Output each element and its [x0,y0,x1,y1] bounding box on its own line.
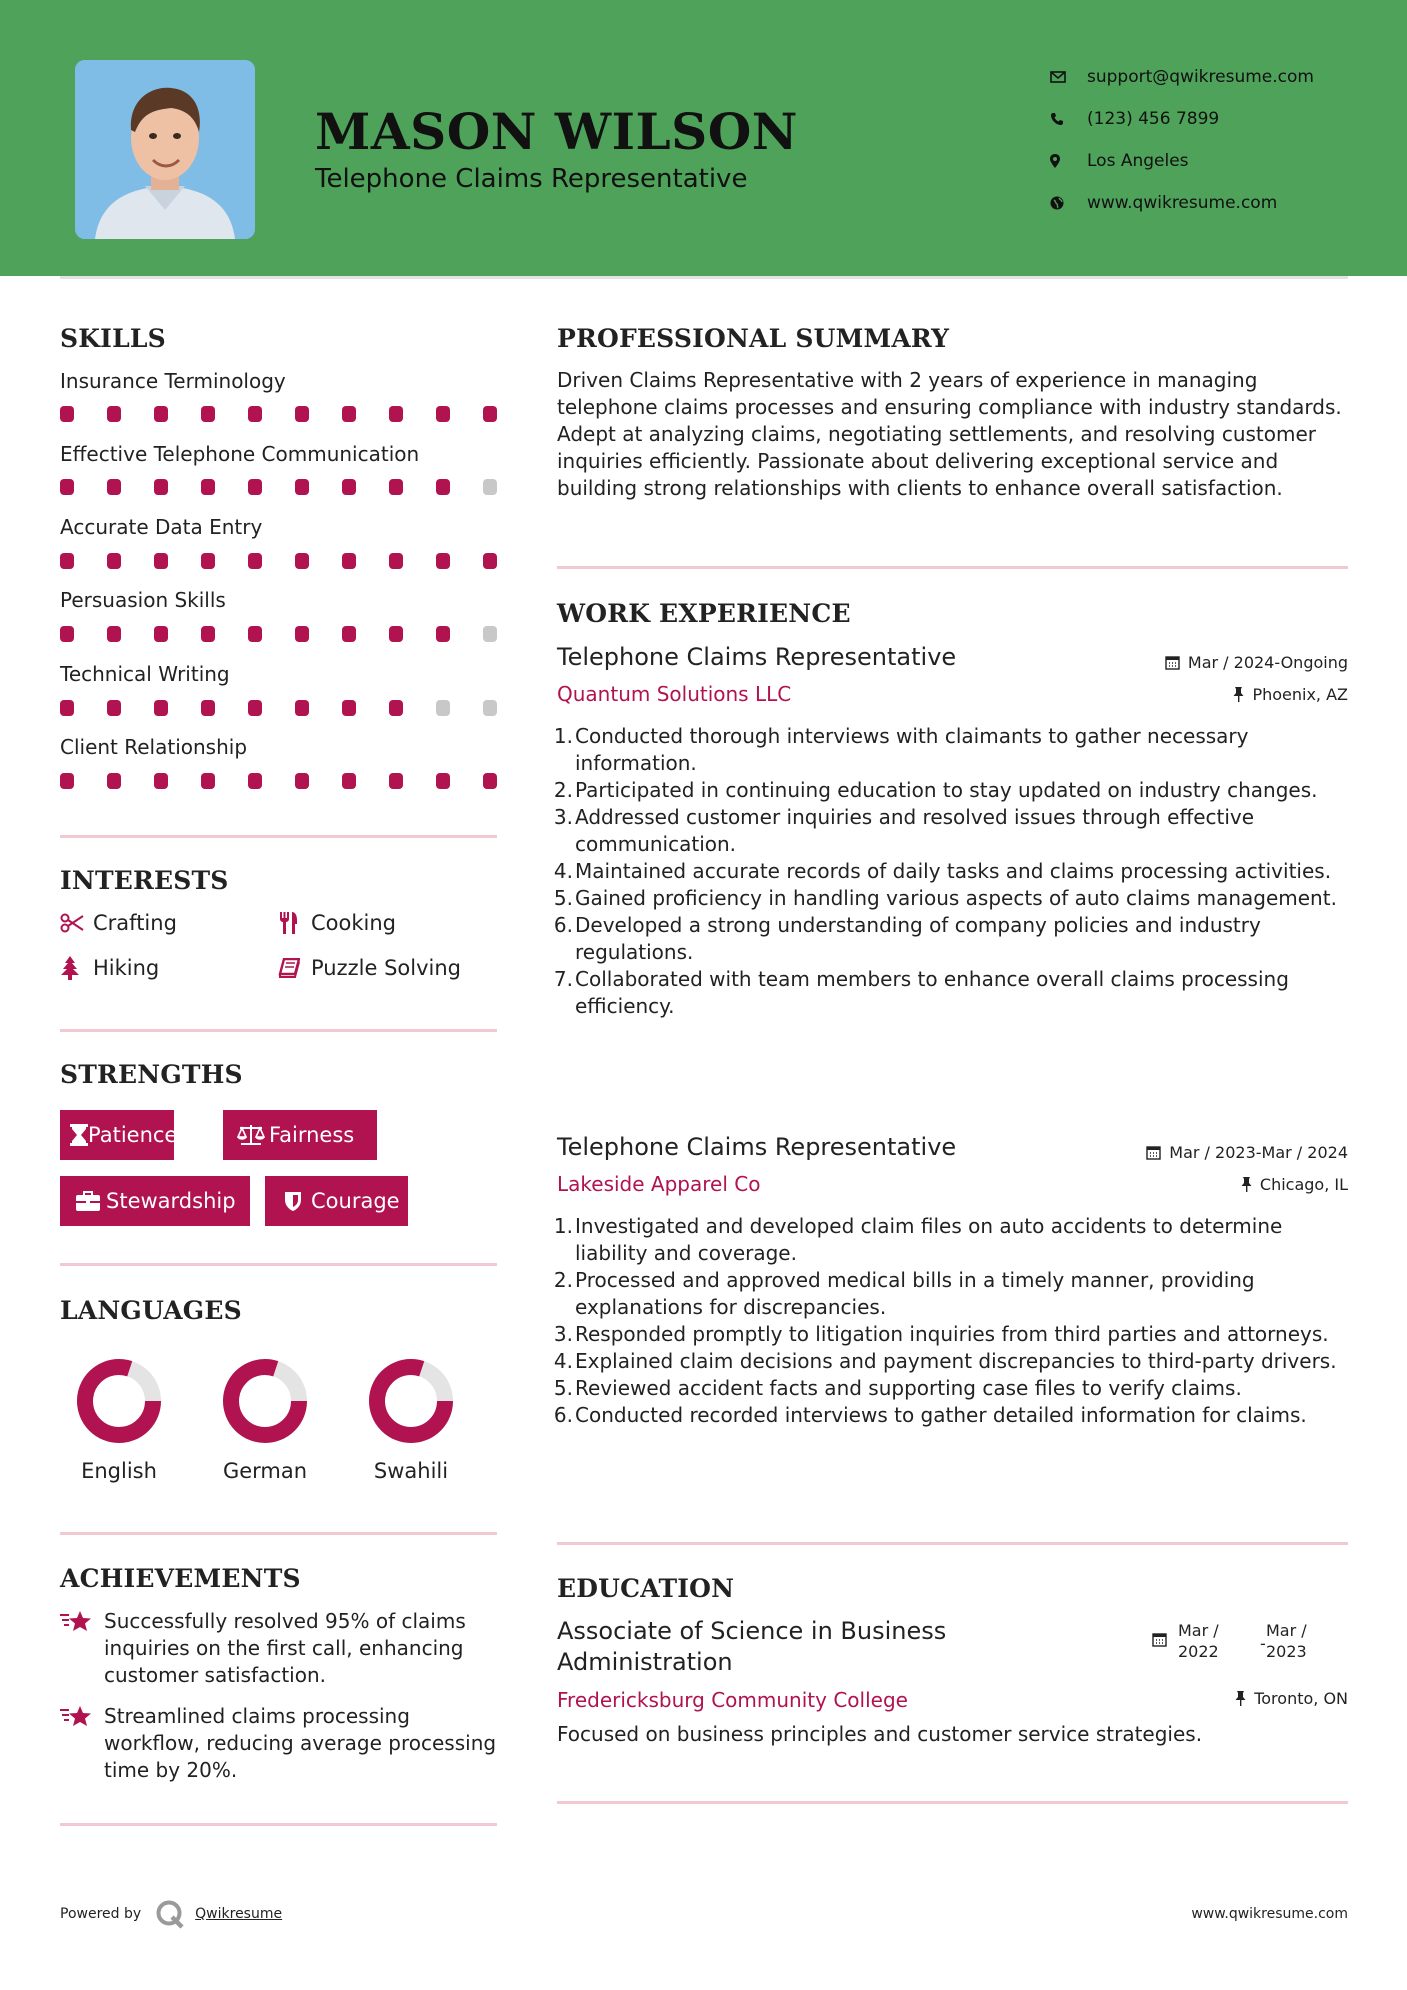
section-divider [60,1029,497,1032]
rating-dot-filled [60,553,74,569]
section-divider [557,1542,1348,1545]
rating-dot-filled [389,773,403,789]
edu-start-date [1178,1620,1219,1662]
qwikresume-link[interactable]: Qwikresume [195,1906,283,1922]
rating-dot-filled [201,773,215,789]
interest-item [60,956,159,980]
calendar-icon [1165,655,1180,670]
candidate-title: Telephone Claims Representative [315,164,748,194]
edu-location-text: Toronto, ON [1254,1689,1348,1708]
edu-end-month: Mar / [1266,1621,1307,1640]
rating-dot-filled [60,479,74,495]
skill-label: Insurance Terminology [60,369,286,393]
rating-dot-filled [107,626,121,642]
skill-rating [60,406,497,422]
rating-dot-filled [107,553,121,569]
utensils-icon [278,911,311,935]
job-bullet-text: Reviewed accident facts and supporting case files to verify claims. [575,1376,1242,1400]
job-date-text: Mar / 2024-Ongoing [1187,653,1348,672]
job-location-text: Chicago, IL [1259,1175,1348,1194]
strengths-heading: STRENGTHS [60,1060,243,1089]
rating-dot-filled [154,479,168,495]
rating-dot-filled [60,773,74,789]
header-divider [60,276,1348,279]
interest-label: Cooking [311,911,396,935]
rating-dot-filled [107,773,121,789]
summary-heading: PROFESSIONAL SUMMARY [557,324,950,353]
rating-dot-filled [248,406,262,422]
job-company: Quantum Solutions LLC [557,682,792,706]
rating-dot-filled [107,479,121,495]
book-icon [278,958,311,978]
rating-dot-filled [342,479,356,495]
rating-dot-filled [154,406,168,422]
footer-website[interactable]: www.qwikresume.com [1191,1906,1348,1922]
job-bullet-text: Explained claim decisions and payment discrepancies to third-party drivers. [575,1349,1337,1373]
briefcase-icon [70,1191,106,1211]
job-bullet-text: Developed a strong understanding of company policies and industry regulations. [575,913,1261,964]
job-bullet: 2. Participated in continuing education to stay updated on industry changes. [553,778,1318,802]
rating-dot-filled [436,553,450,569]
skill-label: Client Relationship [60,735,248,759]
rating-dot-empty [483,700,497,716]
star-icon [60,1608,104,1689]
strength-badge [223,1110,377,1160]
contact-location [1050,140,1314,182]
language-label: English [81,1459,157,1483]
rating-dot-filled [483,553,497,569]
section-divider [557,566,1348,569]
calendar-icon [1146,1145,1161,1160]
edu-start-month: Mar / [1178,1621,1219,1640]
rating-dot-filled [295,479,309,495]
qwikresume-logo-icon [155,1899,185,1929]
rating-dot-filled [201,406,215,422]
contact-website [1050,182,1314,224]
rating-dot-filled [295,700,309,716]
section-divider [60,1532,497,1535]
job-bullet-text: Gained proficiency in handling various aspects of auto claims management. [575,886,1337,910]
degree-line: Associate of Science in Business [557,1617,947,1645]
contact-email [1050,56,1314,98]
pushpin-icon [1241,1177,1252,1192]
scissors-icon [60,913,93,933]
rating-dot-filled [483,773,497,789]
language-label: German [222,1459,308,1483]
hourglass-icon [70,1124,88,1146]
job-bullet: 5. Reviewed accident facts and supporting case files to verify claims. [553,1376,1242,1400]
rating-dot-filled [436,406,450,422]
rating-dot-filled [295,553,309,569]
rating-dot-filled [342,773,356,789]
achievement-item [60,1703,500,1784]
rating-dot-filled [201,700,215,716]
job-bullet: 1. Conducted thorough interviews with claimants to gather necessary information. [553,724,1249,775]
edu-end-date [1266,1620,1307,1662]
language-ring [75,1357,163,1445]
skill-rating [60,553,497,569]
skill-label: Accurate Data Entry [60,515,263,539]
job-location-text: Phoenix, AZ [1252,685,1348,704]
strength-label: Courage [311,1189,400,1213]
rating-dot-empty [483,479,497,495]
language-item [59,1357,179,1483]
rating-dot-filled [248,626,262,642]
globe-icon [1050,196,1087,210]
skill-rating [60,626,497,642]
footer-powered [60,1899,282,1929]
rating-dot-empty [483,626,497,642]
rating-dot-filled [436,626,450,642]
rating-dot-filled [389,553,403,569]
shield-icon [275,1190,311,1212]
rating-dot-filled [389,626,403,642]
edu-start-year: 2022 [1178,1642,1219,1661]
job-date-text: Mar / 2023-Mar / 2024 [1169,1143,1348,1162]
interest-item [60,911,177,935]
rating-dot-filled [295,626,309,642]
language-label: Swahili [373,1459,449,1483]
edu-date-separator: - [1260,1634,1266,1653]
map-pin-icon [1050,154,1087,168]
rating-dot-filled [154,626,168,642]
skill-label: Technical Writing [60,662,230,686]
edu-location [1235,1689,1348,1708]
rating-dot-filled [248,700,262,716]
job-bullet: 3. Responded promptly to litigation inquiries from third parties and attorneys. [553,1322,1329,1346]
skill-label: Effective Telephone Communication [60,442,420,466]
job-location [1241,1175,1348,1194]
job-location [1233,685,1348,704]
achievement-item [60,1608,500,1689]
rating-dot-empty [436,700,450,716]
profile-photo [75,60,255,239]
job-bullet: 4. Explained claim decisions and payment discrepancies to third-party drivers. [553,1349,1337,1373]
strength-label: Stewardship [106,1189,236,1213]
location-text: Los Angeles [1087,151,1189,171]
section-divider [60,1263,497,1266]
job-role: Telephone Claims Representative [557,643,957,671]
section-divider [60,835,497,838]
school-name: Fredericksburg Community College [557,1688,908,1712]
rating-dot-filled [342,406,356,422]
job-bullet-text: Conducted thorough interviews with claimants to gather necessary information. [575,724,1249,775]
achievement-text: Streamlined claims processing workflow, reducing average processing time by 20%. [104,1704,497,1782]
phone-icon [1050,112,1087,126]
strength-badge [265,1176,408,1226]
job-bullet: 7. Collaborated with team members to enhance overall claims processing efficiency. [553,967,1289,1018]
rating-dot-filled [201,479,215,495]
skill-label: Persuasion Skills [60,588,226,612]
job-bullet-text: Addressed customer inquiries and resolved issues through effective communication. [575,805,1255,856]
job-role: Telephone Claims Representative [557,1133,957,1161]
job-bullet-text: Collaborated with team members to enhance overall claims processing efficiency. [575,967,1289,1018]
header-banner [0,0,1407,276]
pushpin-icon [1233,687,1244,702]
education-description: Focused on business principles and customer service strategies. [557,1722,1203,1746]
rating-dot-filled [154,553,168,569]
rating-dot-filled [60,700,74,716]
job-bullet: 1. Investigated and developed claim files on auto accidents to determine liability and coverage. [553,1214,1283,1265]
language-item [351,1357,471,1483]
rating-dot-filled [389,479,403,495]
rating-dot-filled [342,700,356,716]
skills-heading: SKILLS [60,324,166,353]
job-bullet-text: Conducted recorded interviews to gather detailed information for claims. [575,1403,1307,1427]
interest-item [278,911,396,935]
job-company: Lakeside Apparel Co [557,1172,761,1196]
job-bullet-text: Maintained accurate records of daily tasks and claims processing activities. [575,859,1332,883]
rating-dot-filled [342,626,356,642]
powered-by-text: Powered by [60,1906,142,1922]
summary-text: Driven Claims Representative with 2 years of experience in managing telephone claims processes and ensuring compliance with industry standards. Adept at analyzing claims, negotiating settlements, and resolving customer inquiries efficiently. Passionate about delivering exceptional service and building strong relationships with clients to enhance overall satisfaction. [557,368,1342,500]
rating-dot-filled [154,773,168,789]
degree-line: Administration [557,1648,733,1676]
rating-dot-filled [436,479,450,495]
strength-label: Fairness [269,1123,355,1147]
rating-dot-filled [60,626,74,642]
experience-heading: WORK EXPERIENCE [557,599,851,628]
interest-label: Hiking [93,956,160,980]
section-divider [60,1823,497,1826]
job-date [1146,1143,1348,1162]
job-bullet-text: Responded promptly to litigation inquiries from third parties and attorneys. [575,1322,1329,1346]
rating-dot-filled [342,553,356,569]
job-bullet-text: Participated in continuing education to stay updated on industry changes. [575,778,1318,802]
skill-rating [60,479,497,495]
tree-icon [60,956,93,980]
website-link[interactable]: www.qwikresume.com [1087,193,1278,213]
interests-heading: INTERESTS [60,866,229,895]
job-bullet-text: Processed and approved medical bills in a timely manner, providing explanations for discrepancies. [575,1268,1255,1319]
section-divider [557,1801,1348,1804]
job-date [1165,653,1348,672]
rating-dot-filled [248,553,262,569]
candidate-name: MASON WILSON [315,102,798,161]
rating-dot-filled [201,553,215,569]
edu-date-icon-wrap [1152,1632,1175,1647]
rating-dot-filled [201,626,215,642]
language-ring [367,1357,455,1445]
job-bullet: 2. Processed and approved medical bills in a timely manner, providing explanations for discrepancies. [553,1268,1255,1319]
contact-list [1050,56,1314,224]
rating-dot-filled [483,406,497,422]
skill-rating [60,773,497,789]
achievement-text: Successfully resolved 95% of claims inquiries on the first call, enhancing customer satisfaction. [104,1609,466,1687]
rating-dot-filled [60,406,74,422]
job-bullet: 6. Conducted recorded interviews to gather detailed information for claims. [553,1403,1307,1427]
job-bullet-text: Investigated and developed claim files on auto accidents to determine liability and coverage. [575,1214,1283,1265]
rating-dot-filled [107,406,121,422]
calendar-icon [1152,1632,1167,1647]
achievements-heading: ACHIEVEMENTS [60,1564,301,1593]
job-bullets [553,1213,1347,1429]
balance-scale-icon [233,1124,269,1146]
rating-dot-filled [154,700,168,716]
contact-phone [1050,98,1314,140]
interest-item [278,956,461,980]
rating-dot-filled [436,773,450,789]
interest-label: Crafting [93,911,177,935]
language-item [205,1357,325,1483]
pushpin-icon [1235,1691,1246,1706]
job-bullet: 5. Gained proficiency in handling various aspects of auto claims management. [553,886,1337,910]
rating-dot-filled [248,773,262,789]
languages-heading: LANGUAGES [60,1296,242,1325]
rating-dot-filled [248,479,262,495]
rating-dot-filled [295,406,309,422]
education-heading: EDUCATION [557,1574,735,1603]
envelope-icon [1050,71,1087,83]
star-icon [60,1703,104,1784]
phone-text: (123) 456 7899 [1087,109,1220,129]
strength-badge [60,1176,250,1226]
strength-badge [60,1110,178,1160]
job-bullets [553,723,1347,1020]
job-bullet: 4. Maintained accurate records of daily tasks and claims processing activities. [553,859,1332,883]
edu-end-year: 2023 [1266,1642,1307,1661]
language-ring [221,1357,309,1445]
job-bullet: 6. Developed a strong understanding of company policies and industry regulations. [553,913,1261,964]
skill-rating [60,700,497,716]
email-link[interactable]: support@qwikresume.com [1087,67,1314,87]
rating-dot-filled [107,700,121,716]
job-bullet: 3. Addressed customer inquiries and resolved issues through effective communication. [553,805,1255,856]
interest-label: Puzzle Solving [311,956,461,980]
rating-dot-filled [389,406,403,422]
rating-dot-filled [295,773,309,789]
strength-label: Patience [88,1123,178,1147]
rating-dot-filled [389,700,403,716]
